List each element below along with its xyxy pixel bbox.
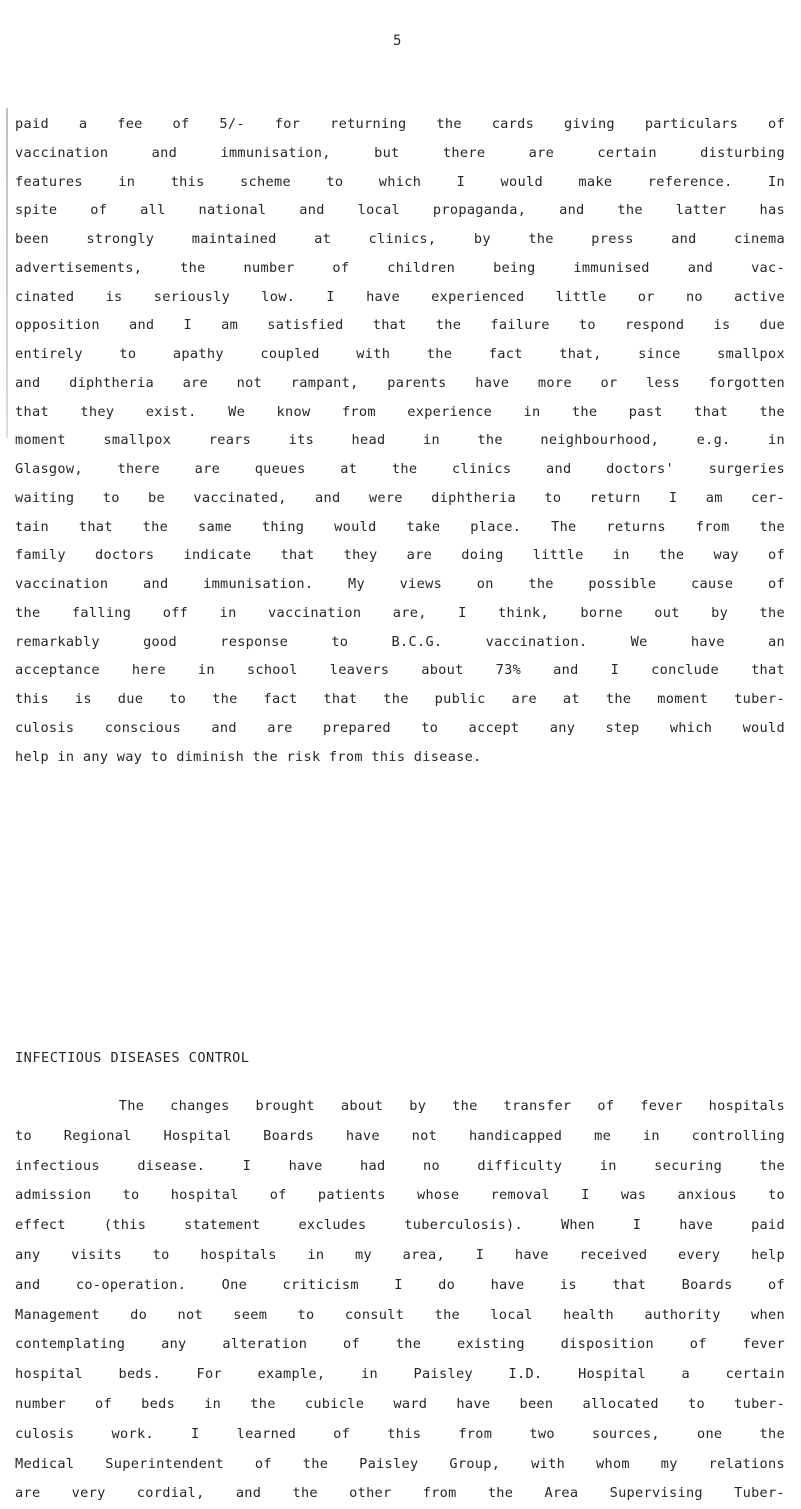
text-line: waiting to be vaccinated, and were diphtheria to return I am cer- [15,489,785,506]
text-line: and diphtheria are not rampant, parents have more or less forgotten [15,374,785,391]
text-line: are very cordial, and the other from the Area Supervising Tuber- [15,1485,785,1502]
text-line: culosis work. I learned of this from two sources, one the [15,1425,785,1442]
text-line: features in this scheme to which I would make reference. In [15,173,785,190]
text-line: tain that the same thing would take place. The returns from the [15,518,785,535]
text-line: effect (this statement excludes tuberculosis). When I have paid [15,1217,785,1234]
text-line: number of beds in the cubicle ward have been allocated to tuber- [15,1395,785,1412]
text-line: family doctors indicate that they are doing little in the way of [15,547,785,564]
text-line: vaccination and immunisation. My views on the possible cause of [15,576,785,592]
text-line: acceptance here in school leavers about 73% and I conclude that [15,662,785,679]
text-line: been strongly maintained at clinics, by the press and cinema [15,231,785,247]
section-heading: INFECTIOUS DISEASES CONTROL [15,1050,250,1066]
text-line: Glasgow, there are queues at the clinics and doctors' surgeries [15,461,785,477]
text-line: that they exist. We know from experience in the past that the [15,403,785,420]
paragraph-infectious-diseases [15,1092,785,1509]
text-line: Management do not seem to consult the local health authority when [15,1306,785,1323]
text-line: opposition and I am satisfied that the failure to respond is due [15,317,785,334]
text-line: the falling off in vaccination are, I think, borne out by the [15,604,785,621]
page-number: 5 [393,33,402,49]
text-line: any visits to hospitals in my area, I have received every help [15,1246,785,1263]
text-line: The changes brought about by the transfer of fever hospitals [15,1098,785,1114]
text-line: spite of all national and local propaganda, and the latter has [15,202,785,219]
text-line: culosis conscious and are prepared to accept any step which would [15,719,785,736]
text-line: remarkably good response to B.C.G. vaccination. We have an [15,633,785,650]
text-line: moment smallpox rears its head in the neighbourhood, e.g. in [15,432,785,449]
paragraph-vaccination [15,110,785,771]
text-line: paid a fee of 5/- for returning the cards giving particulars of [15,116,785,132]
text-line: entirely to apathy coupled with the fact that, since smallpox [15,346,785,362]
text-line: this is due to the fact that the public are at the moment tuber- [15,691,785,707]
text-line: hospital beds. For example, in Paisley I.D. Hospital a certain [15,1366,785,1383]
margin-rule [6,108,8,438]
text-line: advertisements, the number of children being immunised and vac- [15,259,785,276]
text-line: cinated is seriously low. I have experienced little or no active [15,288,785,305]
text-line: vaccination and immunisation, but there are certain disturbing [15,144,785,161]
text-line: help in any way to diminish the risk from this disease. [15,748,482,765]
text-line: infectious disease. I have had no difficulty in securing the [15,1157,785,1174]
text-line: contemplating any alteration of the existing disposition of fever [15,1336,785,1353]
text-line: admission to hospital of patients whose removal I was anxious to [15,1187,785,1204]
text-line: and co-operation. One criticism I do have is that Boards of [15,1276,785,1293]
text-line: Medical Superintendent of the Paisley Group, with whom my relations [15,1455,785,1472]
text-line: to Regional Hospital Boards have not handicapped me in controlling [15,1127,785,1144]
